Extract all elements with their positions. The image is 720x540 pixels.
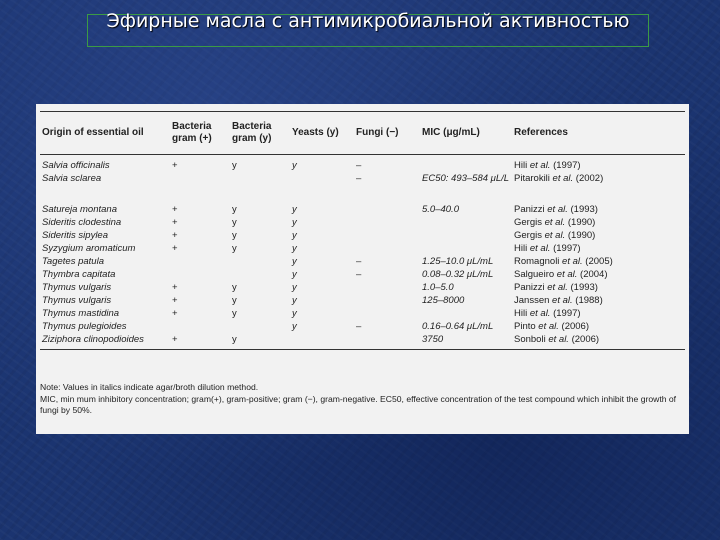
header-gram-negative: Bacteria gram (y) (230, 112, 290, 155)
table-row (40, 294, 685, 307)
cell-reference (512, 268, 685, 281)
cell-gram-positive: + (172, 217, 178, 228)
table-note (40, 382, 685, 417)
reference-year: (1990) (565, 230, 596, 241)
cell-reference (512, 229, 685, 242)
cell-yeasts: y (292, 308, 297, 319)
reference-et-al: et al. (527, 160, 551, 171)
reference-year: (2006) (568, 334, 600, 345)
cell-fungi (354, 198, 420, 216)
reference-year: (1993) (567, 282, 598, 293)
cell-origin: Thymus vulgaris (42, 295, 112, 306)
reference-year: (1993) (567, 204, 598, 215)
cell-origin: Ziziphora clinopodioides (40, 333, 170, 350)
reference-et-al: et al. (549, 173, 574, 184)
cell-fungi: – (356, 256, 362, 267)
cell-gram-positive: + (172, 204, 178, 215)
cell-yeasts: y (292, 282, 297, 293)
cell-reference (512, 307, 685, 320)
cell-gram-positive: + (172, 160, 178, 171)
cell-origin: Tagetes patula (42, 256, 104, 267)
cell-mic (420, 242, 512, 255)
table-row (40, 172, 685, 198)
cell-yeasts: y (292, 295, 297, 306)
note-line-2: MIC, min mum inhibitory concentration; gram(+), gram-positive; gram (−), gram-negative. EC50, effective concentration of the test compound which inhibit the growth of fungi by 50%. (40, 393, 677, 415)
cell-mic: 0.08–0.32 μL/mL (422, 269, 494, 280)
reference-author: Sonboli (514, 334, 546, 345)
cell-mic: 1.25–10.0 μL/mL (422, 256, 494, 267)
cell-mic: 1.0–5.0 (422, 282, 454, 293)
table-row (40, 255, 685, 268)
reference-et-al: et al. (541, 217, 566, 228)
cell-reference (512, 333, 685, 350)
cell-fungi: – (356, 321, 362, 332)
cell-gram-positive (170, 255, 230, 268)
reference-year: (1997) (550, 160, 581, 171)
cell-fungi (354, 281, 420, 294)
cell-reference (512, 198, 685, 216)
table-row (40, 242, 685, 255)
reference-year: (1990) (565, 217, 596, 228)
cell-yeasts: y (292, 243, 297, 254)
reference-author: Janssen (514, 295, 550, 306)
cell-gram-negative: y (230, 333, 290, 350)
cell-mic: 5.0–40.0 (422, 204, 459, 215)
cell-gram-positive: + (172, 295, 178, 306)
cell-fungi: – (356, 173, 362, 184)
reference-year: (1997) (550, 308, 581, 319)
cell-fungi (354, 229, 420, 242)
cell-reference (512, 294, 685, 307)
cell-gram-negative: y (232, 160, 237, 171)
table-row (40, 333, 685, 350)
reference-et-al: et al. (535, 321, 559, 332)
table-row (40, 268, 685, 281)
cell-fungi (354, 242, 420, 255)
cell-yeasts: y (292, 230, 297, 241)
cell-reference (512, 320, 685, 333)
table-row (40, 216, 685, 229)
cell-gram-positive (170, 172, 230, 198)
table-row (40, 307, 685, 320)
cell-origin: Thymbra capitata (42, 269, 116, 280)
reference-author: Panizzi (514, 204, 545, 215)
cell-yeasts: y (292, 321, 297, 332)
table-row (40, 320, 685, 333)
cell-fungi: – (356, 269, 362, 280)
cell-fungi (354, 216, 420, 229)
cell-mic: 125–8000 (422, 295, 465, 306)
reference-author: Pinto (514, 321, 536, 332)
reference-year: (1997) (550, 243, 581, 254)
reference-et-al: et al. (544, 282, 568, 293)
reference-author: Romagnoli (514, 256, 560, 267)
reference-year: (2002) (573, 173, 604, 184)
header-gram-positive: Bacteria gram (+) (170, 112, 230, 155)
cell-yeasts (290, 333, 354, 350)
cell-yeasts: y (292, 256, 297, 267)
cell-origin: Satureja montana (42, 204, 117, 215)
cell-reference (512, 255, 685, 268)
table-row (40, 155, 685, 173)
cell-gram-negative: y (232, 282, 237, 293)
cell-mic: 3750 (420, 333, 512, 350)
header-origin: Origin of essential oil (40, 112, 170, 155)
reference-author: Panizzi (514, 282, 545, 293)
reference-author: Salgueiro (514, 269, 555, 280)
cell-origin: Sideritis clodestina (42, 217, 122, 228)
table-body (40, 155, 685, 350)
cell-fungi (354, 294, 420, 307)
header-yeasts: Yeasts (y) (290, 112, 354, 155)
cell-gram-positive: + (172, 243, 178, 254)
cell-gram-negative (230, 255, 290, 268)
reference-author: Hili (514, 160, 528, 171)
reference-author: Hili (514, 308, 528, 319)
reference-year: (1988) (572, 295, 603, 306)
cell-yeasts (290, 172, 354, 198)
cell-gram-positive: + (172, 282, 178, 293)
cell-origin: Thymus mastidina (42, 308, 120, 319)
cell-gram-negative: y (232, 243, 237, 254)
cell-origin: Thymus vulgaris (42, 282, 112, 293)
header-mic: MIC (μg/mL) (420, 112, 512, 155)
cell-gram-negative (230, 320, 290, 333)
reference-et-al: et al. (541, 230, 566, 241)
table-panel (36, 104, 689, 434)
cell-gram-positive: + (172, 230, 178, 241)
cell-reference (512, 155, 685, 173)
cell-origin: Thymus pulegioides (42, 321, 127, 332)
reference-et-al: et al. (554, 269, 578, 280)
table-row (40, 229, 685, 242)
reference-et-al: et al. (544, 204, 568, 215)
reference-et-al: et al. (559, 256, 583, 267)
reference-year: (2004) (577, 269, 608, 280)
table-row (40, 198, 685, 216)
cell-gram-positive (170, 268, 230, 281)
reference-author: Gergis (514, 230, 542, 241)
cell-gram-negative: y (232, 230, 237, 241)
cell-fungi (354, 333, 420, 350)
reference-year: (2006) (558, 321, 590, 332)
cell-gram-positive: + (172, 308, 178, 319)
essential-oils-table (40, 111, 685, 350)
cell-yeasts: y (292, 269, 297, 280)
cell-mic: 0.16–0.64 μL/mL (422, 321, 494, 332)
reference-author: Hili (514, 243, 528, 254)
cell-reference (512, 216, 685, 229)
reference-et-al: et al. (527, 243, 551, 254)
cell-origin: Syzygium aromaticum (42, 243, 136, 254)
reference-et-al: et al. (545, 334, 569, 345)
cell-fungi: – (356, 160, 362, 171)
note-line-1: Note: Values in italics indicate agar/broth dilution method. (40, 382, 259, 392)
reference-year: (2005) (582, 256, 613, 267)
cell-fungi (354, 307, 420, 320)
cell-gram-negative: y (232, 295, 237, 306)
cell-mic (420, 307, 512, 320)
cell-mic (420, 229, 512, 242)
slide-title: Эфирные масла с антимикробиальной активностью (106, 10, 630, 32)
cell-origin: Sideritis sipylea (42, 230, 108, 241)
reference-author: Gergis (514, 217, 542, 228)
cell-yeasts: y (292, 217, 297, 228)
cell-mic (420, 155, 512, 173)
cell-reference (512, 281, 685, 294)
cell-gram-positive: + (170, 333, 230, 350)
header-references: References (512, 112, 685, 155)
cell-gram-negative: y (232, 217, 237, 228)
header-fungi: Fungi (−) (354, 112, 420, 155)
cell-reference (512, 242, 685, 255)
reference-author: Pitarokili (514, 173, 550, 184)
cell-yeasts: y (292, 160, 297, 171)
reference-et-al: et al. (549, 295, 573, 306)
cell-gram-negative (230, 268, 290, 281)
table-header-row (40, 112, 685, 155)
cell-gram-positive (170, 320, 230, 333)
cell-mic (420, 216, 512, 229)
cell-mic: EC50: 493–584 μL/L (422, 173, 510, 184)
cell-gram-negative: y (232, 308, 237, 319)
table-row (40, 281, 685, 294)
cell-reference (512, 172, 685, 198)
cell-gram-negative (230, 172, 290, 198)
cell-yeasts: y (292, 204, 297, 215)
cell-origin: Salvia sclarea (42, 173, 102, 184)
reference-et-al: et al. (527, 308, 551, 319)
cell-gram-negative: y (232, 204, 237, 215)
cell-origin: Salvia officinalis (42, 160, 110, 171)
